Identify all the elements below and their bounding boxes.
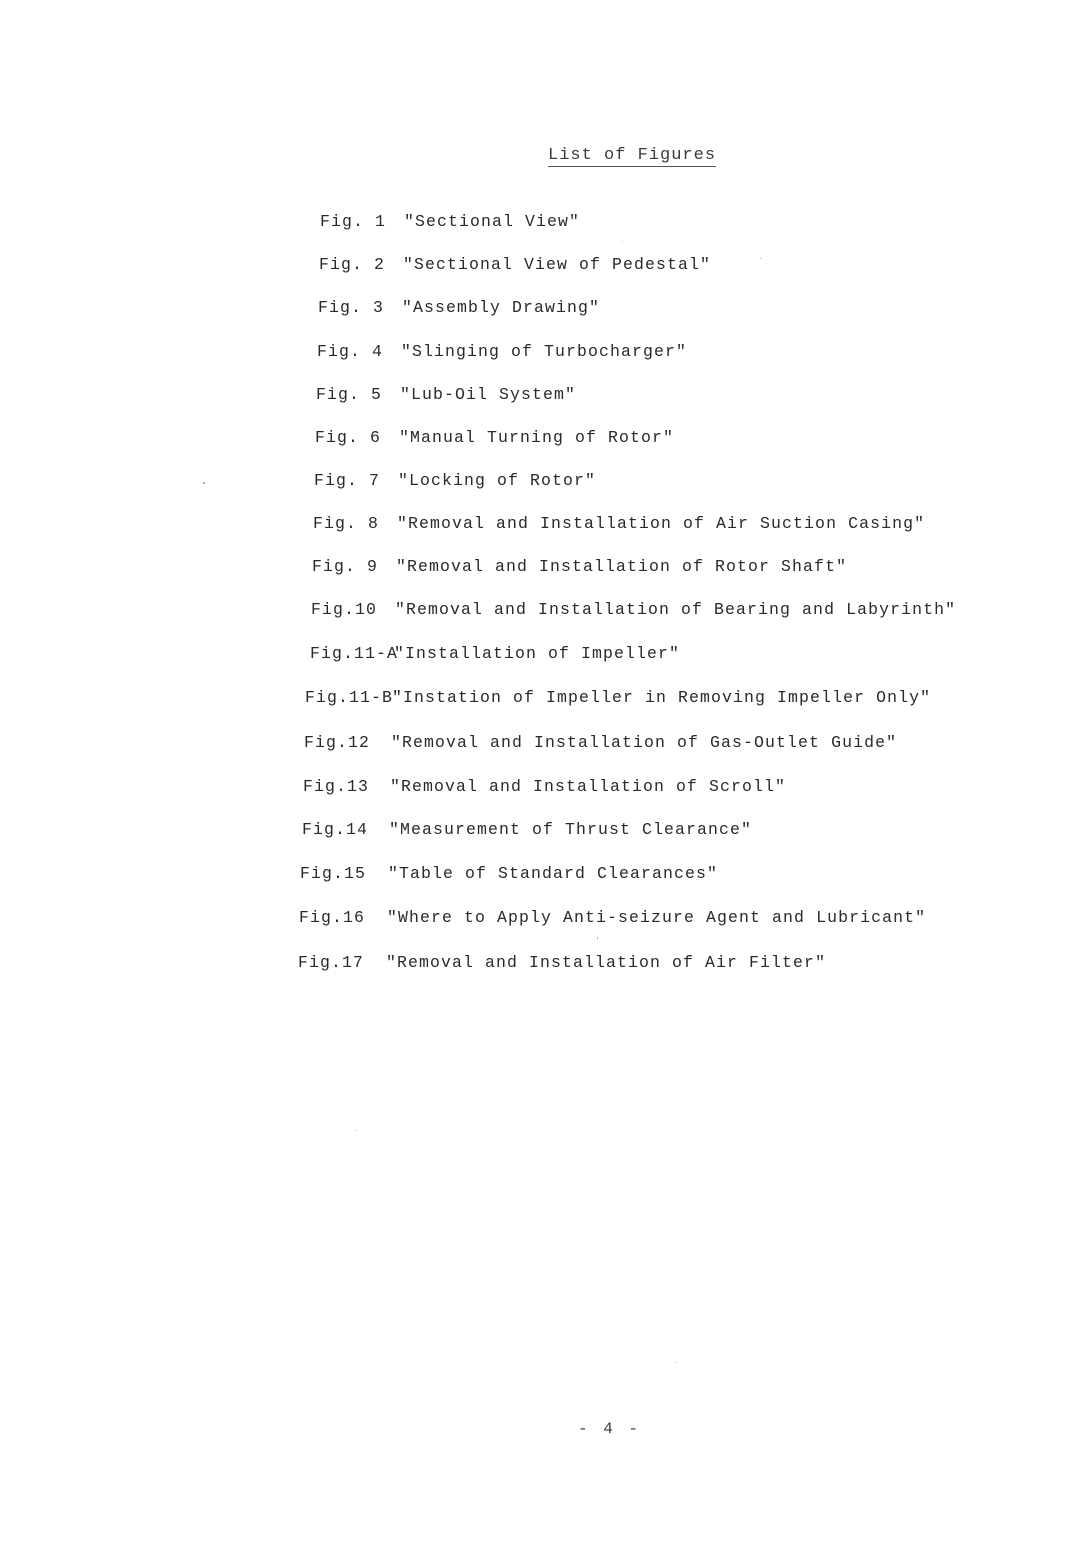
figure-number: Fig.14 bbox=[302, 820, 369, 839]
figure-number: Fig. 1 bbox=[320, 212, 387, 231]
figure-title: "Removal and Installation of Bearing and Labyrinth" bbox=[395, 600, 957, 619]
figure-number: Fig.16 bbox=[299, 908, 366, 927]
figure-number: Fig. 4 bbox=[317, 342, 384, 361]
figure-number: Fig. 9 bbox=[312, 557, 379, 576]
scan-speck bbox=[622, 241, 623, 242]
figure-number: Fig. 7 bbox=[314, 471, 381, 490]
figure-title: "Sectional View" bbox=[404, 212, 581, 231]
figure-number: Fig.11-A bbox=[310, 644, 399, 663]
figure-title: "Slinging of Turbocharger" bbox=[401, 342, 688, 361]
page-title: List of Figures bbox=[548, 146, 717, 165]
scan-speck bbox=[760, 258, 761, 259]
page-number: - 4 - bbox=[578, 1420, 642, 1438]
figure-title: "Lub-Oil System" bbox=[400, 385, 577, 404]
scan-speck bbox=[203, 482, 205, 484]
figure-number: Fig. 3 bbox=[318, 298, 385, 317]
figure-title: "Removal and Installation of Scroll" bbox=[390, 777, 787, 796]
scan-speck bbox=[356, 1130, 357, 1131]
figure-title: "Removal and Installation of Air Suction Casing" bbox=[397, 514, 926, 533]
figure-title: "Measurement of Thrust Clearance" bbox=[389, 820, 753, 839]
figure-number: Fig. 2 bbox=[319, 255, 386, 274]
figure-title: "Locking of Rotor" bbox=[398, 471, 597, 490]
figure-title: "Sectional View of Pedestal" bbox=[403, 255, 712, 274]
figure-title: "Where to Apply Anti-seizure Agent and Lubricant" bbox=[387, 908, 927, 927]
figure-number: Fig.11-B bbox=[305, 688, 394, 707]
figure-number: Fig.10 bbox=[311, 600, 378, 619]
scan-speck bbox=[676, 1362, 677, 1363]
figure-number: Fig.15 bbox=[300, 864, 367, 883]
figure-number: Fig.13 bbox=[303, 777, 370, 796]
figure-title: "Table of Standard Clearances" bbox=[388, 864, 719, 883]
figure-title: "Manual Turning of Rotor" bbox=[399, 428, 675, 447]
figure-title: "Removal and Installation of Rotor Shaft" bbox=[396, 557, 848, 576]
figure-number: Fig.17 bbox=[298, 953, 365, 972]
figure-title: "Instation of Impeller in Removing Impeller Only" bbox=[392, 688, 932, 707]
figure-title: "Removal and Installation of Air Filter" bbox=[386, 953, 827, 972]
figure-title: "Installation of Impeller" bbox=[394, 644, 681, 663]
figure-title: "Removal and Installation of Gas-Outlet Guide" bbox=[391, 733, 898, 752]
scan-speck bbox=[597, 937, 598, 939]
figure-title: "Assembly Drawing" bbox=[402, 298, 601, 317]
figure-number: Fig. 6 bbox=[315, 428, 382, 447]
figure-number: Fig.12 bbox=[304, 733, 371, 752]
figure-number: Fig. 5 bbox=[316, 385, 383, 404]
figure-number: Fig. 8 bbox=[313, 514, 380, 533]
